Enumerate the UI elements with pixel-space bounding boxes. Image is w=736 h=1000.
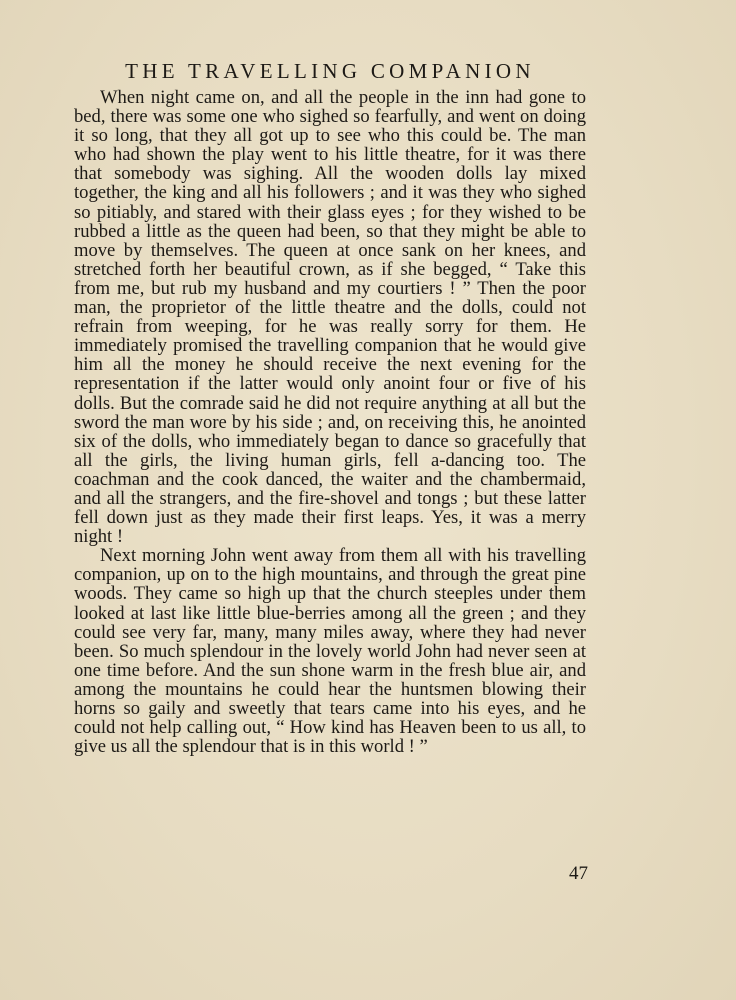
paragraph-2: Next morning John went away from them all with his travelling companion, up on to the high mountains, and through the great pine woods. They came so high up that the church steeples under them looked at last like little blue-berries among all the green ; and they could see very far, many, many miles away, where they had never been. So much splendour in the lovely world John had never seen at one time before. And the sun shone warm in the fresh blue air, and among the mountains he could hear the huntsmen blowing their horns so gaily and sweetly that tears came into his eyes, and he could not help calling out, “ How kind has Heaven been to us all, to give us all the splendour that is in this world ! ” bbox=[74, 545, 586, 758]
page-body bbox=[74, 56, 586, 756]
page-number: 47 bbox=[569, 863, 588, 884]
paragraph-1: When night came on, and all the people in the inn had gone to bed, there was some one who sighed so fearfully, and went on doing it so long, that they all got up to see who this could be. The man who had shown the play went to his little theatre, for it was there that somebody was sighing. All the wooden dolls lay mixed together, the king and all his followers ; and it was they who sighed so pitiably, and stared with their glass eyes ; for they wished to be rubbed a little as the queen had been, so that they might be able to move by themselves. The queen at once sank on her knees, and stretched forth her beautiful crown, as if she begged, “ Take this from me, but rub my husband and my courtiers ! ” Then the poor man, the proprietor of the little theatre and the dolls, could not refrain from weeping, for he was really sorry for them. He immediately promised the travelling companion that he would give him all the money he should receive the next evening for the representation if the latter would only anoint four or five of his dolls. But the comrade said he did not require anything at all but the sword the man wore by his side ; and, on receiving this, he anointed six of the dolls, who immediately began to dance so gracefully that all the girls, the living human girls, fell a-dancing too. The coachman and the cook danced, the waiter and the chambermaid, and all the strangers, and the fire-shovel and tongs ; but these latter fell down just as they made their first leaps. Yes, it was a merry night ! bbox=[74, 87, 586, 548]
running-head: THE TRAVELLING COMPANION bbox=[125, 59, 535, 83]
